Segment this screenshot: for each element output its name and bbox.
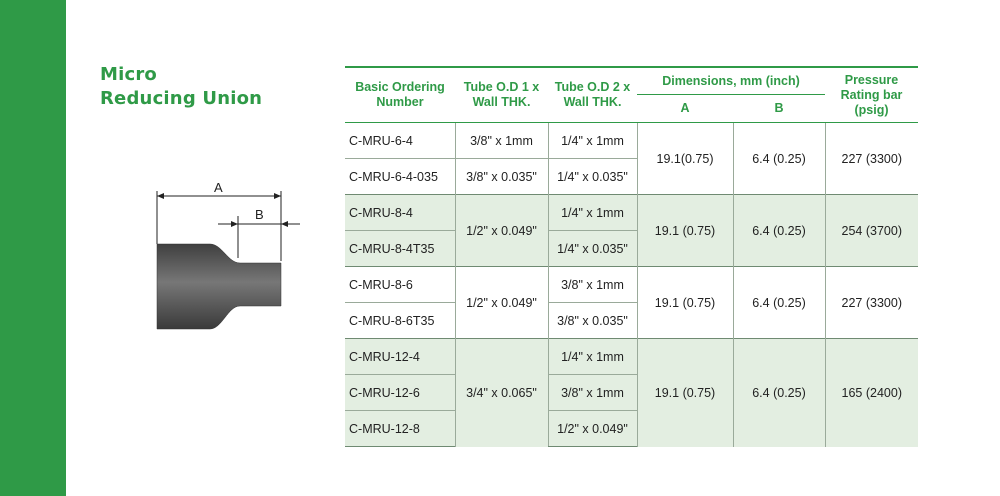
header-pressure-rating: Pressure Rating bar (psig) [825, 67, 918, 123]
pressure-rating: 227 (3300) [825, 267, 918, 339]
tube-od2: 1/4" x 1mm [548, 195, 637, 231]
dim-a-label: A [214, 180, 223, 195]
ordering-number: C-MRU-12-6 [345, 375, 455, 411]
dimension-b: 6.4 (0.25) [733, 267, 825, 339]
pressure-rating: 254 (3700) [825, 195, 918, 267]
tube-od2: 3/8" x 1mm [548, 267, 637, 303]
ordering-number: C-MRU-6-4 [345, 123, 455, 159]
tube-od1: 3/8" x 1mm [455, 123, 548, 159]
dim-b-arrow-right [281, 221, 288, 227]
product-title-line2: Reducing Union [100, 88, 263, 109]
header-dim-a: A [637, 95, 733, 123]
tube-od2: 3/8" x 0.035" [548, 303, 637, 339]
tube-od2: 3/8" x 1mm [548, 375, 637, 411]
tube-od2: 1/4" x 0.035" [548, 231, 637, 267]
tube-od2: 1/4" x 1mm [548, 339, 637, 375]
dimension-a: 19.1 (0.75) [637, 267, 733, 339]
header-dim-b: B [733, 95, 825, 123]
product-title-line1: Micro [100, 64, 157, 85]
tube-od1: 3/8" x 0.035" [455, 159, 548, 195]
tube-od2: 1/2" x 0.049" [548, 411, 637, 447]
table-row [345, 123, 918, 159]
table-header [345, 67, 918, 123]
ordering-number: C-MRU-8-4T35 [345, 231, 455, 267]
header-basic-ordering-number: Basic Ordering Number [345, 67, 455, 123]
header-dimensions: Dimensions, mm (inch) [637, 67, 825, 95]
table-group-3 [345, 267, 918, 339]
table-group-2 [345, 195, 918, 267]
header-tube-od1: Tube O.D 1 x Wall THK. [455, 67, 548, 123]
fitting-diagram [140, 176, 310, 346]
ordering-number: C-MRU-8-6T35 [345, 303, 455, 339]
tube-od1: 1/2" x 0.049" [455, 267, 548, 339]
dimension-b: 6.4 (0.25) [733, 195, 825, 267]
ordering-number: C-MRU-8-6 [345, 267, 455, 303]
table-row [345, 267, 918, 303]
header-tube-od2: Tube O.D 2 x Wall THK. [548, 67, 637, 123]
dim-a-arrow-right [274, 193, 281, 199]
dimension-a: 19.1(0.75) [637, 123, 733, 195]
pressure-rating: 165 (2400) [825, 339, 918, 447]
table-row [345, 339, 918, 375]
ordering-number: C-MRU-12-4 [345, 339, 455, 375]
table-group-1 [345, 123, 918, 195]
side-color-band [0, 0, 66, 496]
dimension-b: 6.4 (0.25) [733, 339, 825, 447]
specification-table [345, 66, 918, 447]
tube-od2: 1/4" x 0.035" [548, 159, 637, 195]
reducing-union-body [157, 244, 281, 329]
ordering-number: C-MRU-12-8 [345, 411, 455, 447]
dim-b-label: B [255, 207, 264, 222]
table-row [345, 195, 918, 231]
tube-od1: 3/4" x 0.065" [455, 339, 548, 447]
tube-od2: 1/4" x 1mm [548, 123, 637, 159]
fitting-dimension-drawing [140, 176, 310, 346]
dim-b-arrow-left [231, 221, 238, 227]
dimension-b: 6.4 (0.25) [733, 123, 825, 195]
tube-od1: 1/2" x 0.049" [455, 195, 548, 267]
pressure-rating: 227 (3300) [825, 123, 918, 195]
dimension-a: 19.1 (0.75) [637, 195, 733, 267]
product-title [100, 63, 262, 111]
dim-a-arrow-left [157, 193, 164, 199]
dimension-a: 19.1 (0.75) [637, 339, 733, 447]
table-group-4 [345, 339, 918, 447]
ordering-number: C-MRU-8-4 [345, 195, 455, 231]
ordering-number: C-MRU-6-4-035 [345, 159, 455, 195]
